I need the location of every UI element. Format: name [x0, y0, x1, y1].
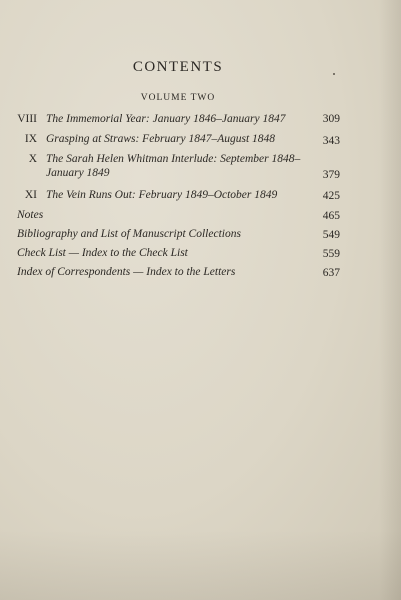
toc-entry: [0, 227, 401, 241]
chapter-title-line1: The Sarah Helen Whitman Interlude: September 1848–: [46, 153, 301, 165]
chapter-numeral: XI: [24, 189, 37, 201]
page-number: 549: [322, 229, 340, 241]
page-number: 309: [322, 113, 340, 125]
toc-entry: [0, 188, 401, 202]
chapter-title: The Vein Runs Out: February 1849–October 1849: [46, 189, 278, 201]
chapter-numeral: X: [28, 153, 37, 165]
toc-entry: [0, 112, 401, 126]
contents-heading: CONTENTS: [132, 59, 224, 75]
toc-entry: [0, 208, 401, 222]
chapter-numeral: IX: [24, 133, 37, 145]
section-title: Check List — Index to the Check List: [17, 247, 188, 259]
page-number: 425: [322, 190, 340, 202]
toc-entry: [0, 152, 401, 182]
chapter-title-line2: January 1849: [46, 167, 110, 179]
toc-entry: [0, 246, 401, 260]
page-number: 637: [322, 267, 340, 279]
section-title: Index of Correspondents — Index to the Letters: [17, 266, 236, 278]
chapter-numeral: VIII: [17, 113, 37, 125]
chapter-title: The Immemorial Year: January 1846–January 1847: [46, 113, 286, 125]
volume-label: VOLUME TWO: [140, 93, 216, 103]
section-title: Bibliography and List of Manuscript Collections: [17, 228, 241, 240]
toc-entry: [0, 132, 401, 146]
page-bottom-shade: [0, 530, 401, 600]
page-number: 343: [322, 135, 340, 147]
toc-entry: [0, 265, 401, 279]
page-number: 559: [322, 248, 340, 260]
section-title: Notes: [17, 209, 44, 221]
chapter-title: Grasping at Straws: February 1847–August 1848: [46, 133, 276, 145]
page-edge-shadow: [379, 0, 401, 600]
ink-speck: [333, 73, 335, 75]
page-number: 379: [322, 169, 340, 181]
page-number: 465: [322, 210, 340, 222]
